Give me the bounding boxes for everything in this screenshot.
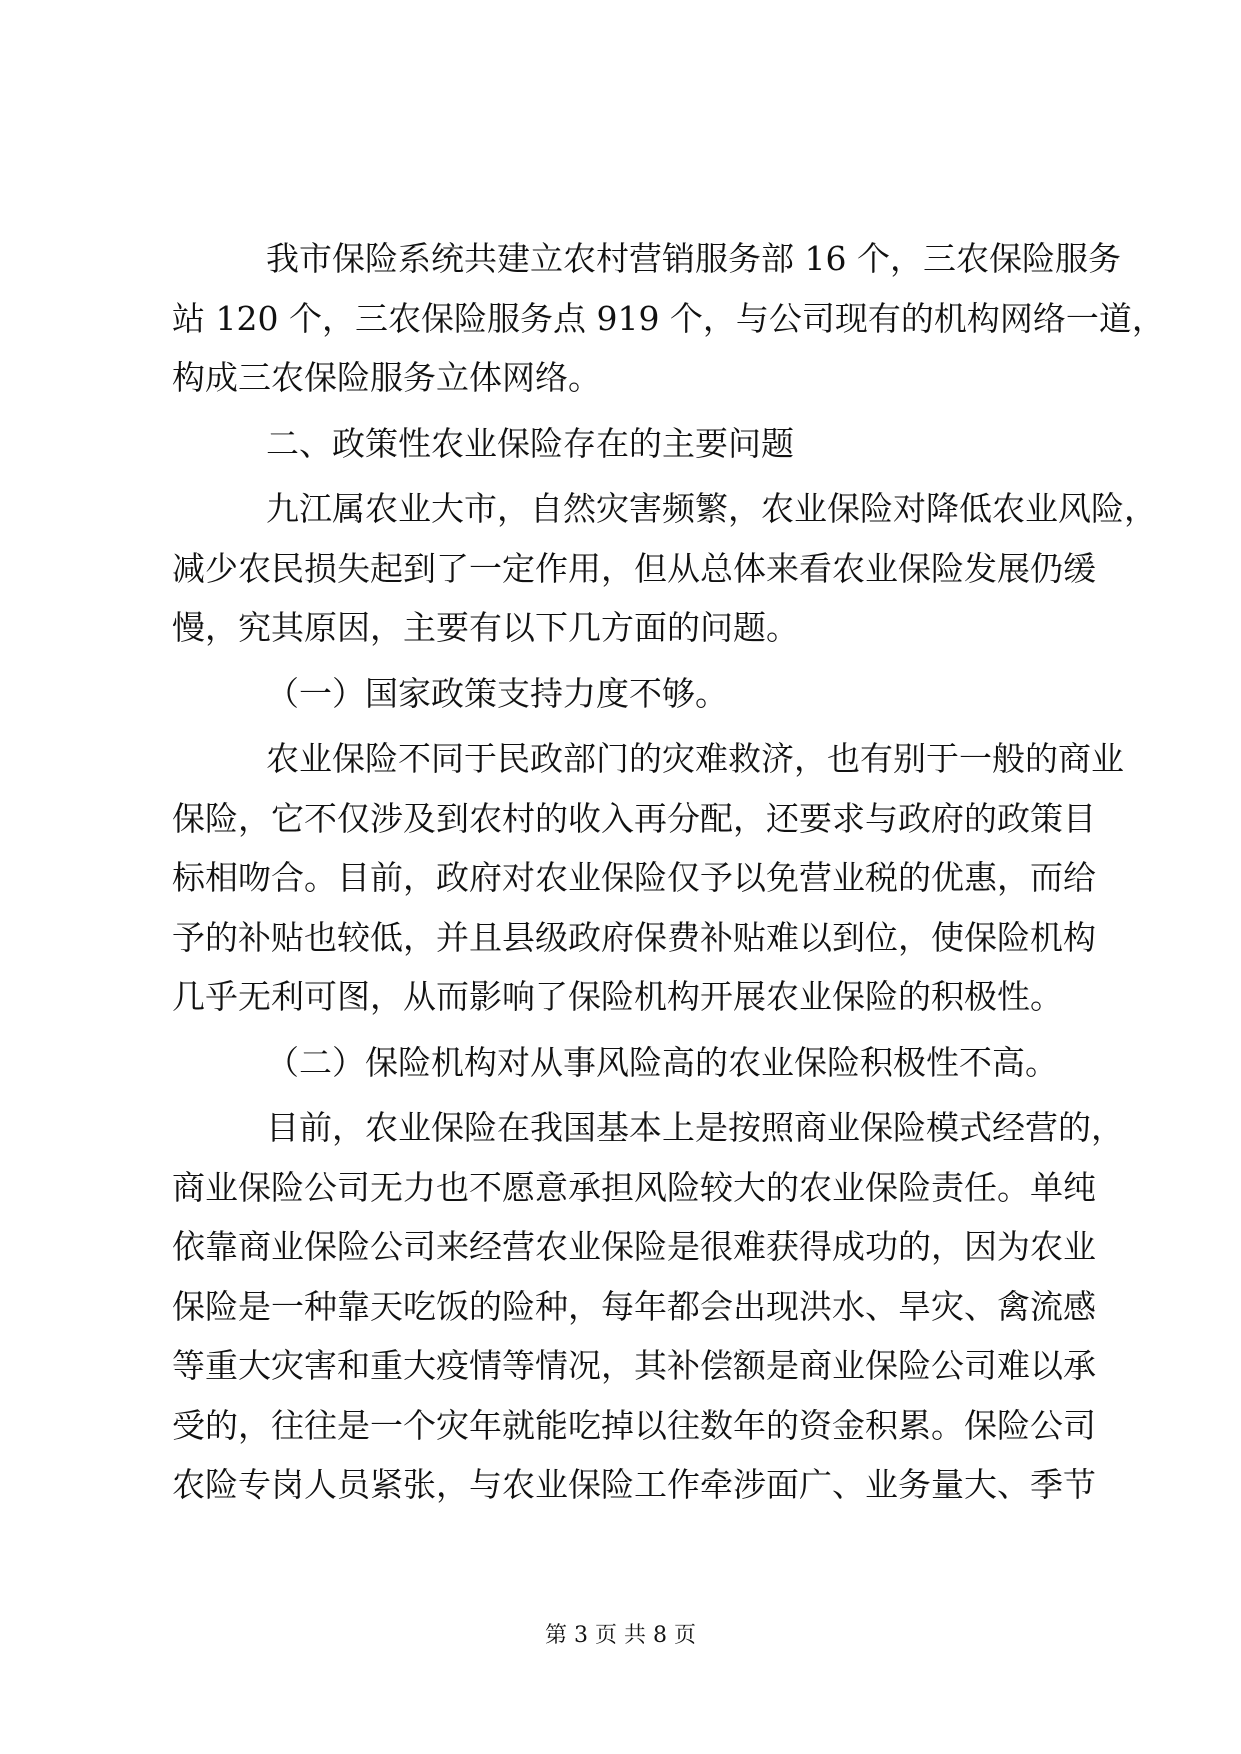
paragraph (172, 1033, 1094, 1093)
text-line: 二、政策性农业保险存在的主要问题 (266, 423, 794, 463)
text-line: 我市保险系统共建立农村营销服务部 16 个，三农保险服务 (266, 239, 1121, 278)
text-line: 予的补贴也较低，并且县级政府保费补贴难以到位，使保险机构 (172, 917, 1096, 957)
text-line: （二）保险机构对从事风险高的农业保险积极性不高。 (266, 1042, 1058, 1082)
text-line: 保险，它不仅涉及到农村的收入再分配，还要求与政府的政策目 (172, 798, 1096, 838)
document-body (172, 229, 1165, 1521)
text-line: 农业保险不同于民政部门的灾难救济，也有别于一般的商业 (266, 739, 1124, 778)
text-line: 站 120 个，三农保险服务点 919 个，与公司现有的机构网络一道， (172, 298, 1165, 338)
text-line: 几乎无利可图，从而影响了保险机构开展农业保险的积极性。 (172, 977, 1063, 1016)
text-line: 依靠商业保险公司来经营农业保险是很难获得成功的，因为农业 (172, 1227, 1096, 1266)
paragraph (172, 229, 1165, 408)
text-line: 标相吻合。目前，政府对农业保险仅予以免营业税的优惠，而给 (172, 858, 1096, 897)
text-line: 等重大灾害和重大疫情等情况，其补偿额是商业保险公司难以承 (172, 1346, 1096, 1385)
text-line: 减少农民损失起到了一定作用，但从总体来看农业保险发展仍缓 (172, 548, 1096, 588)
text-line: 保险是一种靠天吃饭的险种，每年都会出现洪水、旱灾、禽流感 (172, 1286, 1096, 1326)
text-line: 农险专岗人员紧张，与农业保险工作牵涉面广、业务量大、季节 (172, 1465, 1096, 1504)
paragraph (172, 729, 1124, 1027)
paragraph (172, 479, 1157, 658)
text-line: 九江属农业大市，自然灾害频繁，农业保险对降低农业风险， (266, 489, 1157, 528)
paragraph (172, 414, 1094, 474)
paragraph (172, 664, 1094, 724)
text-line: 构成三农保险服务立体网络。 (172, 358, 601, 397)
text-line: 受的，往往是一个灾年就能吃掉以往数年的资金积累。保险公司 (172, 1405, 1096, 1445)
text-line: 目前，农业保险在我国基本上是按照商业保险模式经营的， (266, 1108, 1124, 1147)
text-line: 慢，究其原因，主要有以下几方面的问题。 (172, 608, 799, 647)
text-line: （一）国家政策支持力度不够。 (266, 673, 728, 713)
page-number-footer: 第 3 页 共 8 页 (545, 1623, 696, 1648)
text-line: 商业保险公司无力也不愿意承担风险较大的农业保险责任。单纯 (172, 1167, 1096, 1207)
paragraph (172, 1098, 1124, 1515)
